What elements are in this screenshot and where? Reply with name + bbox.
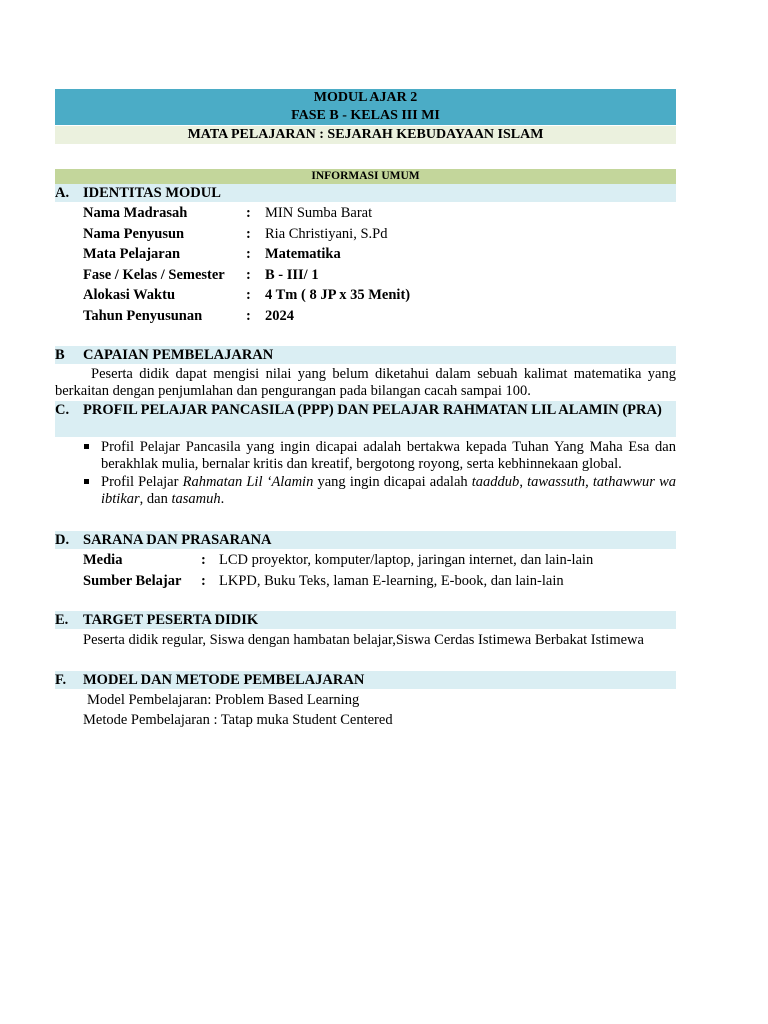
- identity-label: Tahun Penyusunan: [83, 307, 203, 324]
- section-a-heading: [55, 184, 676, 202]
- identity-row: [55, 285, 676, 306]
- text-run: .: [220, 490, 225, 507]
- square-bullet-icon: [84, 444, 89, 449]
- identity-row: [55, 306, 676, 327]
- square-bullet-icon: [84, 479, 89, 484]
- section-title: IDENTITAS MODUL: [83, 185, 221, 201]
- list-item: [83, 439, 676, 472]
- section-c-heading: [55, 401, 676, 437]
- text-run: , dan: [139, 490, 172, 507]
- facility-row: [55, 550, 676, 571]
- identity-colon: :: [246, 205, 251, 221]
- italic-term: Rahmatan Lil ‘Alamin: [182, 474, 314, 490]
- identity-value: MIN Sumba Barat: [265, 205, 373, 221]
- identity-value: 2024: [265, 307, 294, 324]
- identity-label: Nama Madrasah: [83, 205, 188, 221]
- subject-title: MATA PELAJARAN : SEJARAH KEBUDAYAAN ISLAM: [55, 126, 676, 144]
- general-info-heading: INFORMASI UMUM: [55, 169, 676, 184]
- facility-colon: :: [201, 552, 206, 568]
- section-letter: C.: [55, 402, 70, 418]
- facility-label: Sumber Belajar: [83, 572, 182, 589]
- identity-colon: :: [246, 287, 251, 303]
- identity-label: Mata Pelajaran: [83, 246, 181, 262]
- list-item-text: Profil Pelajar Pancasila yang ingin dicapai adalah bertakwa kepada Tuhan Yang Maha Esa dan berakhlak mulia, bernalar kritis dan kreatif, bergotong royong, serta kebhinnekaan global.: [101, 439, 676, 472]
- section-letter: D.: [55, 532, 70, 548]
- text-run: ,: [585, 474, 593, 490]
- text-run: ,: [519, 474, 528, 490]
- section-b-heading: [55, 346, 676, 364]
- facility-colon: :: [201, 572, 206, 589]
- target-students-text: Peserta didik regular, Siswa dengan hambatan belajar,Siswa Cerdas Istimewa Berbakat Istimewa: [83, 632, 644, 648]
- learning-method-line: Metode Pembelajaran : Tatap muka Student Centered: [83, 712, 393, 728]
- phase-title: FASE B - KELAS III MI: [291, 108, 440, 123]
- identity-colon: :: [246, 225, 251, 242]
- identity-row: [55, 265, 676, 286]
- list-item: [83, 474, 676, 507]
- document-page: [55, 89, 676, 731]
- identity-label: Nama Penyusun: [83, 225, 185, 242]
- section-title: CAPAIAN PEMBELAJARAN: [83, 347, 274, 363]
- section-title: SARANA DAN PRASARANA: [83, 532, 272, 548]
- identity-colon: :: [246, 307, 251, 324]
- section-letter: E.: [55, 612, 69, 628]
- identity-row: [55, 224, 676, 245]
- section-title: MODEL DAN METODE PEMBELAJARAN: [83, 671, 365, 688]
- title-band: [55, 89, 676, 125]
- identity-colon: :: [246, 246, 251, 262]
- identity-row: [55, 244, 676, 265]
- identity-value: Matematika: [265, 246, 341, 262]
- facility-row: [55, 571, 676, 592]
- identity-row: [55, 203, 676, 224]
- identity-value: 4 Tm ( 8 JP x 35 Menit): [265, 287, 411, 303]
- text-run: yang ingin dicapai adalah: [313, 474, 472, 490]
- italic-term: tasamuh: [171, 490, 221, 507]
- section-letter: F.: [55, 671, 67, 688]
- italic-term: taaddub: [471, 474, 520, 490]
- module-title: MODUL AJAR 2: [313, 90, 418, 105]
- italic-term: tawassuth: [527, 474, 586, 490]
- facility-value: LCD proyektor, komputer/laptop, jaringan internet, dan lain-lain: [219, 552, 594, 568]
- section-letter: B: [55, 347, 65, 363]
- profile-list: [83, 439, 676, 507]
- identity-value: B - III/ 1: [265, 266, 319, 283]
- facility-value: LKPD, Buku Teks, laman E-learning, E-book, dan lain-lain: [219, 572, 564, 589]
- section-letter: A.: [55, 185, 70, 201]
- section-title: TARGET PESERTA DIDIK: [83, 612, 259, 628]
- section-e-heading: [55, 611, 676, 629]
- learning-outcome-text: Peserta didik dapat mengisi nilai yang belum diketahui dalam sebuah kalimat matematika yang berkaitan dengan penjumlahan dan pengurangan pada bilangan cacah sampai 100.: [55, 366, 676, 399]
- learning-model-line: Model Pembelajaran: Problem Based Learning: [87, 691, 360, 708]
- text-run: Profil Pelajar: [101, 474, 183, 490]
- section-d-heading: [55, 531, 676, 549]
- section-title: PROFIL PELAJAR PANCASILA (PPP) DAN PELAJAR RAHMATAN LIL ALAMIN (PRA): [83, 402, 662, 418]
- identity-colon: :: [246, 266, 251, 283]
- facility-label: Media: [83, 552, 123, 568]
- identity-label: Fase / Kelas / Semester: [83, 266, 225, 283]
- identity-value: Ria Christiyani, S.Pd: [265, 225, 388, 242]
- section-f-heading: [55, 671, 676, 689]
- italic-term: tathawwur wa ibtikar: [101, 474, 677, 507]
- identity-label: Alokasi Waktu: [83, 287, 176, 303]
